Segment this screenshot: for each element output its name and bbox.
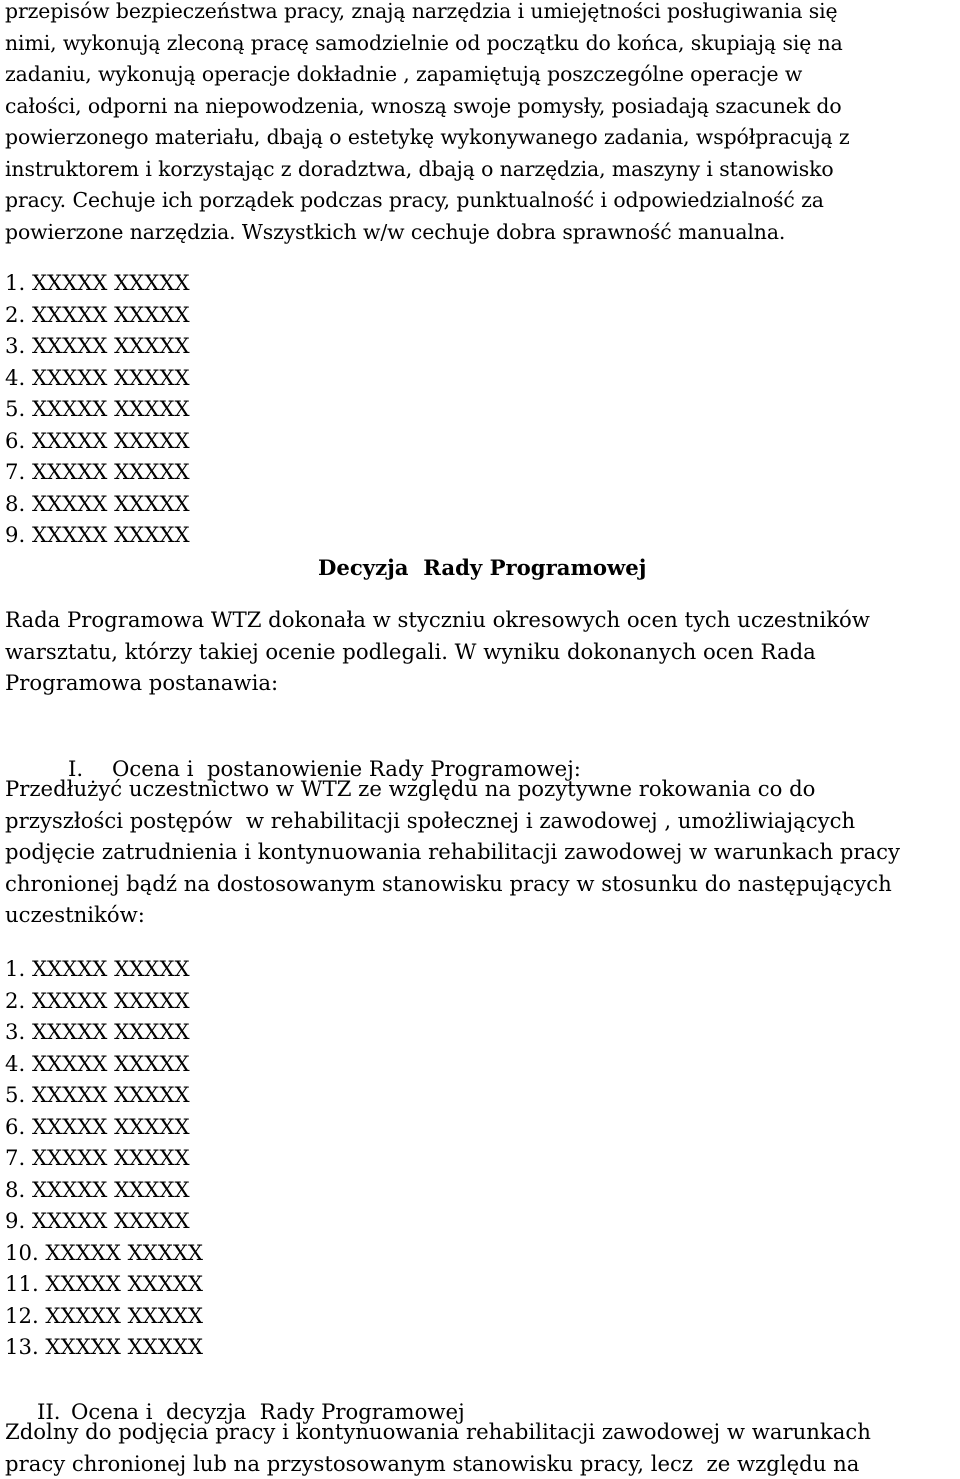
intro-line: nimi, wykonują zleconą pracę samodzielnie od początku do końca, skupiają się na [5, 30, 843, 55]
list-item: 2. XXXXX XXXXX [5, 301, 190, 327]
decision-line: Programowa postanawia: [5, 670, 279, 695]
section-2-line: Zdolny do podjęcia pracy i kontynuowania rehabilitacji zawodowej w warunkach [5, 1419, 871, 1444]
list-item: 13. XXXXX XXXXX [5, 1334, 204, 1359]
list-item: 9. XXXXX XXXXX [5, 522, 190, 547]
section-1-line: chronionej bądź na dostosowanym stanowisku pracy w stosunku do następujących [5, 870, 892, 896]
list-item: 7. XXXXX XXXXX [5, 1145, 190, 1170]
intro-line: zadaniu, wykonują operacje dokładnie , zapamiętują poszczególne operacje w [5, 62, 803, 86]
intro-line: powierzonego materiału, dbają o estetykę wykonywanego zadania, współpracują z [5, 125, 850, 149]
participant-list-1 [5, 267, 190, 551]
list-item: 6. XXXXX XXXXX [5, 1113, 190, 1139]
list-item: 5. XXXXX XXXXX [5, 396, 190, 421]
list-item: 3. XXXXX XXXXX [5, 1019, 190, 1044]
intro-line: przepisów bezpieczeństwa pracy, znają narzędzia i umiejętności posługiwania się [5, 0, 838, 23]
list-item: 1. XXXXX XXXXX [5, 956, 190, 981]
intro-line: pracy. Cechuje ich porządek podczas pracy, punktualność i odpowiedzialność za [5, 188, 824, 212]
section-2-line: pracy chronionej lub na przystosowanym stanowisku pracy, lecz ze względu na [5, 1450, 860, 1476]
section-1-numeral: I. [67, 755, 84, 781]
list-item: 6. XXXXX XXXXX [5, 427, 190, 453]
section-1-line: Przedłużyć uczestnictwo w WTZ ze względu na pozytywne rokowania co do [5, 776, 816, 801]
section-2-title-text: Ocena i decyzja Rady Programowej [70, 1398, 465, 1424]
list-item: 11. XXXXX XXXXX [5, 1271, 204, 1296]
list-item: 9. XXXXX XXXXX [5, 1208, 190, 1233]
list-item: 12. XXXXX XXXXX [5, 1302, 204, 1328]
intro-line: instruktorem i korzystając z doradztwa, dbają o narzędzia, maszyny i stanowisko [5, 156, 834, 181]
decision-heading: Decyzja Rady Programowej [318, 555, 647, 580]
list-item: 2. XXXXX XXXXX [5, 987, 190, 1013]
list-item: 8. XXXXX XXXXX [5, 490, 190, 516]
intro-line: powierzone narzędzia. Wszystkich w/w cechuje dobra sprawność manualna. [5, 219, 786, 244]
list-item: 8. XXXXX XXXXX [5, 1176, 190, 1202]
list-item: 7. XXXXX XXXXX [5, 459, 190, 484]
section-1-line: uczestników: [5, 902, 145, 927]
list-item: 10. XXXXX XXXXX [5, 1239, 204, 1265]
section-2-numeral: II. [36, 1398, 61, 1424]
list-item: 1. XXXXX XXXXX [5, 270, 190, 295]
section-1-line: podjęcie zatrudnienia i kontynuowania rehabilitacji zawodowej w warunkach pracy [5, 839, 900, 864]
section-1-paragraph [5, 773, 900, 931]
list-item: 4. XXXXX XXXXX [5, 364, 190, 390]
section-1-line: przyszłości postępów w rehabilitacji społecznej i zawodowej , umożliwiających [5, 807, 856, 833]
list-item: 5. XXXXX XXXXX [5, 1082, 190, 1107]
intro-paragraph [5, 0, 850, 248]
intro-line: całości, odporni na niepowodzenia, wnoszą swoje pomysły, posiadają szacunek do [5, 93, 842, 118]
decision-paragraph [5, 604, 870, 699]
section-1-title-text: Ocena i postanowienie Rady Programowej: [111, 755, 581, 781]
decision-line: warsztatu, którzy takiej ocenie podlegali. W wyniku dokonanych ocen Rada [5, 638, 816, 664]
list-item: 4. XXXXX XXXXX [5, 1050, 190, 1076]
section-2-paragraph [5, 1416, 871, 1479]
decision-line: Rada Programowa WTZ dokonała w styczniu okresowych ocen tych uczestników [5, 607, 870, 632]
list-item: 3. XXXXX XXXXX [5, 333, 190, 358]
participant-list-2 [5, 953, 203, 1363]
